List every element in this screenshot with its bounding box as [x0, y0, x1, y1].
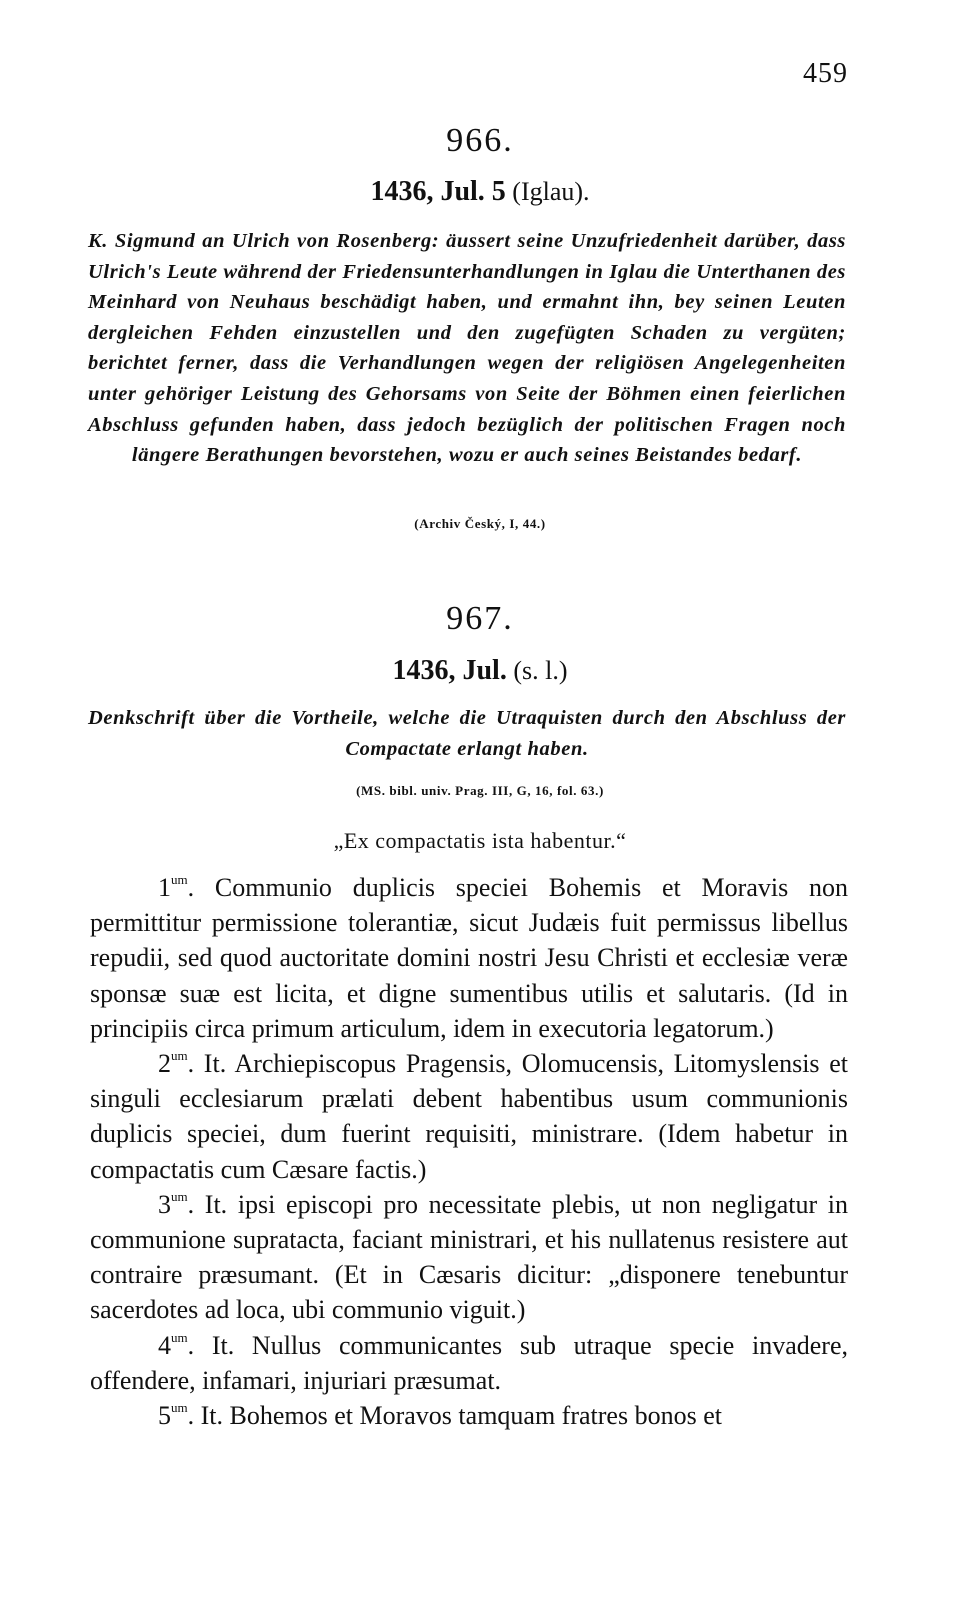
document-966-place: (Iglau).: [512, 177, 590, 206]
article-number-suffix: um: [171, 1048, 188, 1064]
article-text: . Communio duplicis speciei Bohemis et Moravis non permittitur permissione tolerantiæ, sicut Judæis fuit permissus libellus repudii, sed quod auctoritate domini nostri Jesu Christi et ecclesiæ veræ sponsæ suæ est licita, et digne sumentibus utilis et salutaris. (Id in principiis circa primum articulum, idem in executoria legatorum.): [90, 873, 848, 1043]
article-text: . It. Archiepiscopus Pragensis, Olomucensis, Litomyslensis et singuli ecclesiarum prælati debent habentibus usum communionis duplicis speciei, dum fuerint requisiti, ministrare. (Idem habetur in compactatis cum Cæsare factis.): [90, 1049, 848, 1184]
article-number: 1: [158, 873, 171, 902]
article-5: [90, 1398, 848, 1433]
article-number: 2: [158, 1049, 171, 1079]
document-966-date: 1436, Jul. 5: [370, 176, 506, 207]
article-number: 3: [158, 1189, 171, 1219]
document-967-date: 1436, Jul.: [392, 655, 507, 686]
page-number: 459: [803, 58, 848, 89]
document-967-summary: Denkschrift über die Vortheile, welche die Utraquisten durch den Abschluss der Compactate erlangt haben.: [88, 707, 846, 760]
document-966-summary: K. Sigmund an Ulrich von Rosenberg: äussert seine Unzufriedenheit darüber, dass Ulrich's Leute während der Friedensunterhandlungen in Iglau die Unterthanen des Meinhard von Neuhaus beschädigt haben, und ermahnt ihn, bey seinen Leuten dergleichen Fehden einzustellen und den zugefügten Schaden zu vergüten; berichtet ferner, dass die Verhandlungen wegen der religiösen Angelegenheiten unter gehöriger Leistung des Gehorsams von Seite der Böhmen einen feierlichen Abschluss gefunden haben, dass jedoch bezüglich der politischen Fragen noch längere Berathungen bevorstehen, wozu er auch seines Beistandes bedarf.: [88, 230, 846, 467]
document-967-body: [90, 870, 848, 1433]
article-number-suffix: um: [171, 1329, 188, 1345]
document-966-date-line: [0, 176, 960, 208]
document-966-number: 966.: [446, 122, 514, 159]
document-966-source: (Archiv Český, I, 44.): [414, 516, 546, 531]
article-2: [90, 1046, 848, 1187]
article-text: . It. Bohemos et Moravos tamquam fratres bonos et: [187, 1401, 722, 1431]
document-967-number: 967.: [446, 600, 514, 637]
article-3: [90, 1187, 848, 1328]
article-number: 5: [158, 1401, 171, 1431]
article-1: [90, 870, 848, 1046]
article-number: 4: [158, 1330, 171, 1360]
document-967-source: (MS. bibl. univ. Prag. III, G, 16, fol. 63.): [356, 783, 604, 798]
document-967-date-line: [0, 655, 960, 687]
article-number-suffix: um: [171, 872, 188, 887]
article-number-suffix: um: [171, 1188, 188, 1204]
article-number-suffix: um: [171, 1400, 188, 1416]
document-967-incipit: „Ex compactatis ista habentur.“: [333, 828, 627, 853]
document-967-place: (s. l.): [513, 656, 568, 685]
article-text: . It. Nullus communicantes sub utraque specie invadere, offendere, infamari, injuriari præsumat.: [90, 1330, 848, 1395]
article-4: [90, 1328, 848, 1398]
article-text: . It. ipsi episcopi pro necessitate plebis, ut non negligatur in communione supratacta, faciant ministrari, et his nullatenus resistere aut contraire præsumant. (Et in Cæsaris dicitur: „disponere tenebuntur sacerdotes ad loca, ubi communio viguit.): [90, 1189, 848, 1325]
